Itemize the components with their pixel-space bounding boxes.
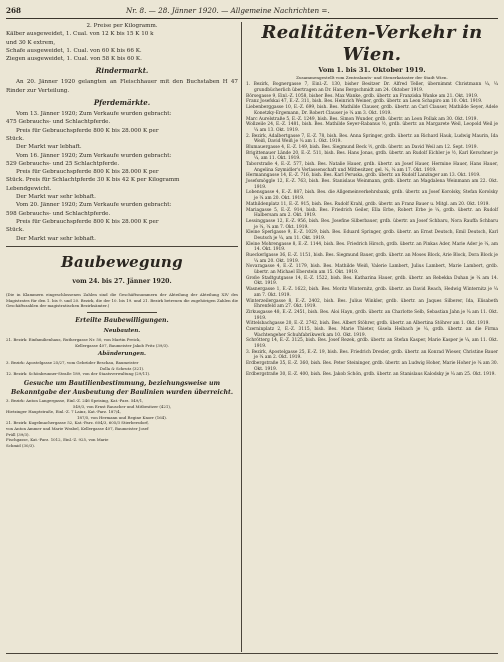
column-divider [241,22,242,652]
left-column [6,22,238,654]
rindermarkt-heading: Rindermarkt. [95,66,149,76]
realitaeten-entry: Mariagasse 5, E.-Z. 914, bish. Bes. Friedrich Geiler, Ella Erbe, Robert Erbe je ¼, grdb. übertr. an Rudolf Halbersam am 2. Okt. 1919. [246,207,498,219]
realitaeten-entry: Kleine Sperlgasse 9, E.-Z. 1029, bish. Bes. Eduard Springer, grdb. übertr. an Ernst Deutsch, Emil Deutsch, Karl Deutsch je ¼, am 11. Okt. 1919. [246,230,498,241]
gesuche-line: 187/5, von Hermann und Regine Knorr (164). [77,414,167,420]
realitaeten-entry: Czerninplatz 2, E.-Z. 3115, bish. Bes. Marie Thieter, Gisela Heibach je ¼, grdb. übertr. an die Firma Wachtengeher Schuhfabrikwerk am 10. Okt. 1919. [246,326,498,338]
right-column [246,22,498,654]
realitaeten-entry: Wasnergasse 1, E.-Z. 1622, bish. Bes. Moritz Winternitz, grdb. übertr. an David Reach, Hedwig Winternitz je ¼ am 7. Okt. 1919. [246,287,498,298]
gesuche-line: von Anton Ammer und Marie Wrabel, Kellergasse 407, Baumeister Josef [6,425,149,431]
pferde-heading: Pferdemärkte. [93,98,151,108]
price-line: und 30 K extrem, [6,39,56,46]
realitaeten-entry: Marc Aurelstraße 5, E.-Z. 1249, bish. Bes. Simon Wunder, grdb. übertr. an Leon Pollak am 30. Okt. 1919. [246,116,478,122]
realitaeten-entries [246,82,498,378]
price-line: Ziegen ausgeweidet, 1. Cual. von 58 K bis 60 K. [6,56,142,63]
pferde-line: Vom 16. Jänner 1920; Zum Verkaufe wurden gebracht: [16,152,172,159]
realitaeten-entry: Rueckerlgasse 36, E.-Z. 1151, bish. Bes. Siegmund Bauer, grdb. übertr. an Moses Block, Arie Block, Dora Block je ¼ am 20. Okt. 1919. [246,253,498,264]
realitaeten-entry: 1. Bezirk, Bognergasse 7, Einl.-Z. 130, bisher Besitzer Dr. Alfred Teller, übernimmt Christmann ¼, ¼ grundbücherlich übertragen an Dr. Hans Bergschmidt am 24. Oktober 1919. [246,82,498,94]
pferde-line: Stück. [6,135,24,142]
realitaeten-entry: Lessinggasse 12, E.-Z. 956, bish. Bes. Josefine Silberbauer, grdb. übertr. an Josef Schbaru, Nora Rauffa Schbaru je ¼, ¼ am 7. Okt. 1919. [246,218,498,230]
running-title: Nr. 8. — 28. Jänner 1920. — Allgemeine Nachrichten =. [126,6,330,15]
realitaeten-entry: Josefsmöggle 12, E.-Z. 763, bish. Bes. Stanislaus Weinmann, grdb. übertr. an Magdalena Weinmann am 22. Okt. 1919. [246,179,498,190]
realitaeten-entry: Erdbergstraße 35, E.-Z. 360, bish. Bes. Peter Steininger, grdb. übertr. an Ludwig Hoher, Marie Hoher je ¼ am 30. Okt. 1919. [246,361,498,372]
realitaeten-entry: Kleine Mohrengasse 8, E.-Z. 1144, bish. Bes. Friedrich Hirsch, grdb. übertr. an Pinkas Ader, Marie Ader je ¼, am 14. Okt. 1919. [246,241,498,253]
pferde-line: 475 Gebrauchs- und Schlachtpferde. [6,119,111,126]
baubewegung-date: vom 24. bis 27. Jänner 1920. [72,278,172,286]
realitaeten-entry: Brigittenauer Lände 20, E.-Z. 511, bish. Bes. Hans Jonas, grdb. übertr. an Rudolf Eichler je ½, Karl Kerschner je ¼, am 11. Okt. 1919. [246,150,498,162]
realitaeten-entry: Liebenberggasse 10, E.-Z. 699, bish. Bes. Mathilde Clauser, grdb. übertr. an Carl Clauser, Mathilde Seyer, Adele Konetzky-Ergemann, Dr. Robert Clauser je ¼ am 3. Okt. 1919. [246,105,498,116]
realitaeten-entry: Hermanngasse 14, E.-Z. 716, bish. Bes. Karl Peruska, grdb. übertr. an Rudolf Lanzinger am 13. Okt. 1919. [246,173,481,179]
realitaeten-entry: Zirkusgasse 48, E.-Z. 2451, bish. Bes. Aloi Hayn, grdb. übertr. an Charlotte Selb, Sebastian Jahn je ¼ am 11. Okt. 1919. [246,309,498,321]
realitaeten-entry: Erdbergstraße 30, E.-Z. 400, bish. Bes. Jakob Schön, grdb. übertr. an Stanislaus Kalodsky je ¼ am 25. Okt. 1919. [246,372,496,378]
pferde-line: 598 Gebrauchs- und Schlachtpferde. [6,210,111,217]
realitaeten-entry: Novaragasse 4, E.-Z. 1179, bish. Bes. Mathilde Weiß, Valerie Lambert, Julius Lambert, Marie Lambert, grdb. übertr. an Michael Eberstein am 15. Okt. 1919. [246,264,498,276]
realitaeten-entry: Mathildenplatz 11, E.-Z. 915, bish. Bes. Rudolf Krahl, grdb. übertr. an Franz Bauer u. Mitgl. am 20. Okt. 1919. [246,201,490,207]
baubewegung-title: Baubewegung [61,252,183,271]
page-header [6,4,498,19]
realitaeten-title: Realitäten-Verkehr in Wien. [261,22,483,65]
pferde-line: Lebendgewicht. [6,185,52,192]
bottom-rule [6,653,498,654]
realitaeten-entry: Taborstraße 4, E.-Z. 577, bish. Bes. Natalie Hauer, grdb. übertr. an Josef Hauer, Hermine Hauer, Hans Hauer, Angelina Szymidler's Verlassenschaft und Mitbesitzer, gel. ¼, ¼ am 17. Okt. 1919. [246,162,498,173]
pferde-line: Vom 13. Jänner 1920; Zum Verkaufe wurden gebracht: [16,111,172,118]
pferde-line: 529 Gebrauchs- und 25 Schlachtpferde. [6,160,120,167]
gesuche-line: Fischgasse, Kat.-Parz. 1012, Einl.-Z. 925, von Marie [6,437,109,443]
realitaeten-date: Vom 1. bis 31. Oktober 1919. [318,66,426,74]
baubewegung-note: (Die in Klammern eingeschlossenen Zahlen sind die Geschäftsnummern der Abteilung der Abteilung XIV des Magistrates für den 1. bis 9. und 20. Bezirk, die der 10. bis 19. und 21. Bezirk betreuen die zugehörigen Zahlen die Geschäftszahlen der magistratischen Bezirksämter.) [6,292,238,309]
neubauten-line: 21. Bezirk: Einfamilienhaus, Ruthergasse Nr. 50, von Martin Preick, [6,336,141,342]
realitaeten-entry: Große Stadtgutgasse 14, E.-Z. 1522, bish. Bes. Katharina Hauer, grdb. übertr. an Rebekka Duhan je ¼ am 14. Okt. 1919. [246,275,498,287]
gesuche-line: Prüll (39/3). [6,431,30,437]
realitaeten-entry: Franz Josefskai 47, E.-Z. 311, bish. Bes. Heinrich Weiner, grdb. übertr. an Leon Schapiro am 10. Okt. 1919. [246,99,483,105]
price-line: Kälber ausgeweidet, 1. Cual. von 12 K bis 15 K 10 k [6,31,154,38]
realitaeten-entry: 3. Bezirk, Apostelgasse 25, E.-Z. 19, bish. Bes. Friedrich Drexler, grdb. übertr. an Konrad Wieser, Christine Bauer je ¼ am 2. Okt. 1919. [246,349,498,361]
realitaeten-entry: 2. Bezirk, Adalbertgasse 7, E.-Z. 78, bish. Bes. Anna Springer, grdb. übertr. an Richard Hauk, Ludwig Maurin, Ida Weiß, David Weiß je ¼ am 1. Okt. 1919. [246,133,498,145]
pferde-line: Preis für Gebrauchspferde 800 K bis 28.000 K per [16,127,159,134]
pferde-line: Der Markt war sehr lebhaft. [16,194,96,201]
realitaeten-note: Zusammengestellt vom Zentralamts- und Steuerkataster der Stadt Wien. [296,75,448,80]
page-number: 268 [6,6,22,15]
pferde-line: Der Markt war sehr lebhaft. [16,235,96,242]
realitaeten-entry: Schrötterg 14, E.-Z. 3125, bish. Bes. Josef Rezek, grdb. übertr. an Stefan Kasper, Marie Kasper je ¼, am 11. Okt. 1919. [246,338,498,350]
gesuche-heading: Gesuche um Bautilienbestimmung, beziehungsweise um Bekanntgabe der Ausbeutung der Baulinien wurden überreicht. [10,379,234,396]
price-heading: 2. Preise per Kilogramm. [86,23,158,29]
gesuche-line: 549/3, von Ernst Rauscher und Mitbesitzer (421), [72,403,172,409]
neubauten-heading: Neubauten. [103,327,141,334]
abaenderungen-line: Dolla & Schrutz (321). [99,365,145,371]
gesuche-line: Schmid (30/3). [6,442,36,448]
realitaeten-entry: Winterzeilergasse 8, E.-Z. 2402, bish. Bes. Julius Winkler, grdb. übertr. an Jaques Silberer, Ida, Elisabeth Ehrenfeld am 27. Okt. 1919. [246,298,498,310]
pferde-line: Der Markt war lebhaft. [16,144,82,151]
short-rule [87,312,157,313]
realitaeten-entry: Wollzeile 24, E.-Z. 1481, bish. Bes. Mathilde Seyer-Rabanus ½, grdb. übertr. an Margarete Weil, Leopold Weil je ¼ am 13. Okt. 1919. [246,122,498,133]
abaenderungen-line: 3. Bezirk: Apostelgasse 25/27, vom Gebrüder Beschau, Baumeister [6,360,139,366]
price-line: Schafe ausgeweidet, 1. Cual. von 60 K bis 66 K. [6,47,142,54]
abaenderungen-heading: Abänderungen. [98,351,146,358]
realitaeten-entry: Wittelsbachgasse 20, E.-Z. 2742, bish. Bes. Albert Stöhrer, grdb. übertr. an Albertina Stöhrer am 1. Okt. 1919. [246,321,490,327]
pferde-line: Preis für Gebrauchspferde 800 K bis 28.000 K per [16,218,159,225]
pferde-line: Stück. [6,227,24,234]
realitaeten-entry: Börsegasse 9, Einl.-Z. 1058, bisher Bes. Max Wanke, grdb. übertr. an Franziska Wanke am 21. Okt. 1919. [246,93,479,99]
section-rule [6,246,238,247]
realitaeten-entry: Blumauergasse 4, E.-Z. 149, bish. Bes. Siegmund Beck ½, grdb. übertr. an David Weil am 12. Sept. 1919. [246,144,478,150]
pferde-line: Preis für Gebrauchspferde 800 K bis 28.000 K per [16,169,159,176]
realitaeten-entry: Lobensgasse 4, E.-Z. 887, bish. Bes. die Allgemeinverkehrsbank, grdb. übertr. an Josef Korolsky, Stefan Korolsky je ¼ am 20. Okt. 1919. [246,190,498,202]
gesuche-line: 21. Bezirk: Kugelmachergasse 52, Kat.-Parz. 604/3, 605/3 Stierbersdorf, [6,420,149,426]
rindermarkt-text: An 20. Jänner 1920 gelangten an Fleischhauer mit den Buchstaben H 47 Rinder zur Verteilung. [6,79,238,94]
pferde-line: Vom 20. Jänner 1920; Zum Verkaufe wurden gebracht: [16,202,172,209]
gesuche-line: Hietzinger Hauptstraße, Einl.-Z. 7 Lainz, Kat.-Parz. 187/4, [6,409,121,415]
gesuche-line: 3. Bezirk: Anton Langergasse, Einl.-Z. 246 Speising, Kat.-Parz. 549/1, [6,397,144,403]
neubauten-line: Kellergasse 407, Baumeister Jakob Fritz (39/3). [75,342,169,348]
pferde-line: Stück. Preis für Schlachtpferde 30 K bis 42 K per Kilogramm [6,177,180,184]
abaenderungen-line: 12. Bezirk: Schönbrunner-Straße 189, von der Staatsverwaltung (29/11). [6,371,151,377]
erteilte-heading: Erteilte Baubewilligungen. [75,316,169,324]
